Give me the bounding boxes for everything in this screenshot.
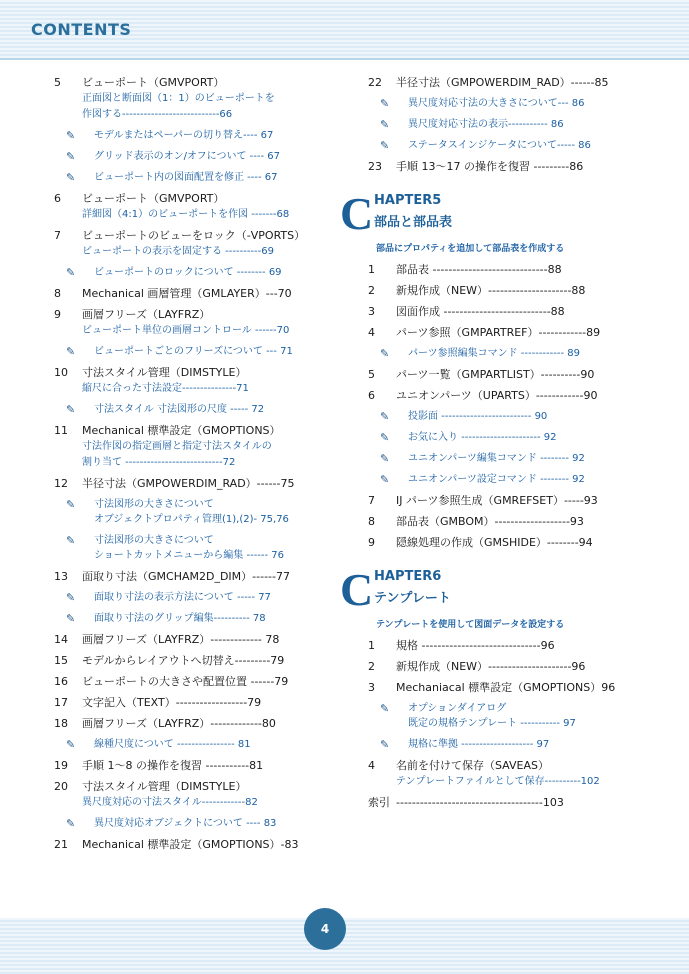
toc-entry-title: Mechanical 画層管理（GMLAYER）---70 bbox=[82, 287, 292, 300]
toc-tip-text: 異尺度対応オブジェクトについて ---- 83 bbox=[94, 818, 277, 829]
toc-tip bbox=[54, 737, 304, 752]
pencil-icon: ✎ bbox=[66, 150, 76, 163]
toc-entry-number: 1 bbox=[368, 263, 375, 276]
toc-entry-number: 22 bbox=[368, 76, 382, 89]
toc-entry-number: 16 bbox=[54, 675, 68, 688]
toc-entry-title: 寸法スタイル管理（DIMSTYLE） bbox=[82, 366, 247, 379]
toc-tip-text: ビューポートごとのフリーズについて --- 71 bbox=[94, 346, 293, 357]
pencil-icon: ✎ bbox=[66, 345, 76, 358]
toc-entry-subtitle: 割り当て ---------------------------72 bbox=[82, 457, 236, 468]
toc-entry-number: 20 bbox=[54, 780, 68, 793]
toc-entry-subtitle: ビューポート単位の画層コントロール ------70 bbox=[82, 325, 290, 336]
toc-entry-number: 13 bbox=[54, 570, 68, 583]
toc-entry bbox=[368, 325, 616, 341]
toc-entry-title: 部品表（GMBOM）-------------------93 bbox=[396, 515, 584, 528]
toc-tip-text: 投影面 ------------------------- 90 bbox=[408, 411, 548, 422]
toc-entry-number: 8 bbox=[54, 287, 61, 300]
pencil-icon: ✎ bbox=[380, 118, 390, 131]
toc-entry-title: 面取り寸法（GMCHAM2D_DIM）------77 bbox=[82, 570, 290, 583]
toc-entry-title: 新規作成（NEW）---------------------88 bbox=[396, 284, 586, 297]
toc-tip bbox=[368, 451, 616, 466]
toc-entry-subtitle: ビューポートの表示を固定する ----------69 bbox=[82, 246, 274, 257]
pencil-icon: ✎ bbox=[66, 403, 76, 416]
toc-entry-number: 5 bbox=[54, 76, 61, 89]
toc-entry-number: 索引 bbox=[368, 796, 390, 809]
toc-entry bbox=[54, 423, 304, 471]
pencil-icon: ✎ bbox=[66, 266, 76, 279]
toc-tip-text: ビューポート内の図面配置を修正 ---- 67 bbox=[94, 172, 278, 183]
toc-entry bbox=[368, 159, 616, 175]
toc-entry-title: 手順 1～8 の操作を復習 -----------81 bbox=[82, 759, 264, 772]
toc-entry-number: 23 bbox=[368, 160, 382, 173]
toc-entry bbox=[54, 674, 304, 690]
toc-entry bbox=[54, 569, 304, 585]
toc-entry bbox=[368, 283, 616, 299]
toc-entry-title: ビューポート（GMVPORT） bbox=[82, 76, 225, 89]
toc-entry bbox=[54, 716, 304, 732]
chapter6-heading bbox=[340, 564, 616, 615]
toc-tip-text: 異尺度対応寸法の大きさについて--- 86 bbox=[408, 98, 585, 109]
toc-entry-subtitle: 寸法作図の指定画層と指定寸法スタイルの bbox=[82, 441, 272, 452]
toc-entry-title: 文字記入（TEXT）------------------79 bbox=[82, 696, 262, 709]
toc-tip-text: 異尺度対応寸法の表示----------- 86 bbox=[408, 119, 564, 130]
toc-entry-number: 10 bbox=[54, 366, 68, 379]
pencil-icon: ✎ bbox=[380, 347, 390, 360]
toc-entry-title: 画層フリーズ（LAYFRZ） bbox=[82, 308, 211, 321]
toc-right-column bbox=[340, 75, 616, 816]
toc-entry-number: 7 bbox=[368, 494, 375, 507]
toc-entry bbox=[54, 228, 304, 260]
toc-entry-title: Mechaniacal 標準設定（GMOPTIONS）96 bbox=[396, 681, 616, 694]
toc-tip-text: 規格に準拠 -------------------- 97 bbox=[408, 739, 550, 750]
toc-entry-title: 図面作成 ---------------------------88 bbox=[396, 305, 565, 318]
toc-entry-title: ビューポートの大きさや配置位置 ------79 bbox=[82, 675, 289, 688]
toc-entry bbox=[368, 758, 616, 790]
toc-tip bbox=[54, 149, 304, 164]
toc-tip bbox=[54, 170, 304, 185]
toc-tip-text: 寸法図形の大きさについて ショートカットメニューから編集 ------ 76 bbox=[94, 535, 285, 561]
chapter5-title: 部品と部品表 bbox=[374, 215, 453, 230]
toc-entry-number: 21 bbox=[54, 838, 68, 851]
pencil-icon: ✎ bbox=[66, 534, 76, 547]
toc-tip-text: 寸法図形の大きさについて オブジェクトプロパティ管理(1),(2)- 75,76 bbox=[94, 499, 289, 525]
toc-entry bbox=[54, 476, 304, 492]
pencil-icon: ✎ bbox=[380, 139, 390, 152]
toc-entry bbox=[54, 779, 304, 811]
toc-tip-text: ユニオンパーツ編集コマンド -------- 92 bbox=[408, 453, 585, 464]
toc-tip bbox=[54, 611, 304, 626]
toc-tip bbox=[54, 816, 304, 831]
toc-tip-text: グリッド表示のオン/オフについて ---- 67 bbox=[94, 151, 280, 162]
toc-entry-title: パーツ一覧（GMPARTLIST）----------90 bbox=[396, 368, 595, 381]
toc-entry-title: 名前を付けて保存（SAVEAS） bbox=[396, 759, 549, 772]
pencil-icon: ✎ bbox=[66, 591, 76, 604]
toc-tip bbox=[368, 409, 616, 424]
toc-entry-title: ユニオンパーツ（UPARTS）------------90 bbox=[396, 389, 598, 402]
toc-entry-title: 隠線処理の作成（GMSHIDE）--------94 bbox=[396, 536, 593, 549]
toc-tip bbox=[54, 533, 304, 563]
toc-tip bbox=[54, 497, 304, 527]
toc-tip bbox=[368, 138, 616, 153]
toc-entry-number: 12 bbox=[54, 477, 68, 490]
toc-tip-text: オプションダイアログ 既定の規格テンプレート ----------- 97 bbox=[408, 703, 576, 729]
toc-entry-number: 1 bbox=[368, 639, 375, 652]
toc-entry bbox=[54, 307, 304, 339]
toc-entry-title: IJ パーツ参照生成（GMREFSET）-----93 bbox=[396, 494, 598, 507]
toc-tip bbox=[54, 402, 304, 417]
chapter5-desc: 部品にプロパティを追加して部品表を作成する bbox=[376, 244, 565, 254]
toc-entry-title: Mechanical 標準設定（GMOPTIONS）-83 bbox=[82, 838, 299, 851]
toc-tip bbox=[368, 430, 616, 445]
toc-tip-text: ユニオンパーツ設定コマンド -------- 92 bbox=[408, 474, 585, 485]
toc-tip bbox=[54, 128, 304, 143]
header-band bbox=[0, 0, 689, 60]
toc-tip bbox=[368, 472, 616, 487]
toc-entry-number: 6 bbox=[368, 389, 375, 402]
toc-entry-title: -------------------------------------103 bbox=[396, 796, 564, 809]
pencil-icon: ✎ bbox=[380, 97, 390, 110]
toc-entry-number: 4 bbox=[368, 326, 375, 339]
chapter6-label: HAPTER6 bbox=[374, 569, 442, 584]
toc-entry bbox=[368, 262, 616, 278]
toc-entry-title: パーツ参照（GMPARTREF）------------89 bbox=[396, 326, 601, 339]
toc-entry-number: 2 bbox=[368, 660, 375, 673]
toc-entry-title: ビューポートのビューをロック（-VPORTS） bbox=[82, 229, 306, 242]
toc-tip bbox=[54, 265, 304, 280]
toc-entry bbox=[54, 365, 304, 397]
toc-entry-subtitle: 縮尺に合った寸法設定---------------71 bbox=[82, 383, 249, 394]
toc-entry-number: 18 bbox=[54, 717, 68, 730]
toc-entry-number: 6 bbox=[54, 192, 61, 205]
pencil-icon: ✎ bbox=[380, 738, 390, 751]
pencil-icon: ✎ bbox=[380, 410, 390, 423]
toc-entry-subtitle: テンプレートファイルとして保存----------102 bbox=[396, 776, 600, 787]
toc-entry-subtitle: 異尺度対応の寸法スタイル------------82 bbox=[82, 797, 258, 808]
pencil-icon: ✎ bbox=[380, 431, 390, 444]
toc-tip-text: 面取り寸法のグリップ編集---------- 78 bbox=[94, 613, 266, 624]
toc-entry bbox=[54, 191, 304, 223]
toc-tip-text: ビューポートのロックについて -------- 69 bbox=[94, 267, 282, 278]
toc-entry bbox=[368, 659, 616, 675]
toc-entry-subtitle: 詳細図（4:1）のビューポートを作図 -------68 bbox=[82, 209, 290, 220]
toc-entry bbox=[54, 758, 304, 774]
pencil-icon: ✎ bbox=[66, 171, 76, 184]
toc-entry-title: 半径寸法（GMPOWERDIM_RAD）------75 bbox=[82, 477, 295, 490]
toc-tip-text: パーツ参照編集コマンド ------------ 89 bbox=[408, 348, 580, 359]
toc-entry-number: 7 bbox=[54, 229, 61, 242]
toc-entry-subtitle: 作図する---------------------------66 bbox=[82, 109, 233, 120]
toc-entry-title: Mechanical 標準設定（GMOPTIONS） bbox=[82, 424, 281, 437]
toc-entry bbox=[368, 367, 616, 383]
toc-entry bbox=[54, 632, 304, 648]
toc-entry-number: 5 bbox=[368, 368, 375, 381]
toc-entry-title: 手順 13～17 の操作を復習 ---------86 bbox=[396, 160, 584, 173]
page-number: 4 bbox=[304, 908, 346, 950]
toc-entry bbox=[54, 653, 304, 669]
toc-entry-number: 9 bbox=[368, 536, 375, 549]
toc-entry-number: 14 bbox=[54, 633, 68, 646]
pencil-icon: ✎ bbox=[380, 473, 390, 486]
toc-entry bbox=[54, 75, 304, 123]
toc-entry-title: モデルからレイアウトへ切替え---------79 bbox=[82, 654, 285, 667]
toc-tip-text: お気に入り ---------------------- 92 bbox=[408, 432, 557, 443]
chapter5-big-c: C bbox=[340, 188, 374, 239]
toc-entry bbox=[368, 493, 616, 509]
toc-entry-number: 15 bbox=[54, 654, 68, 667]
pencil-icon: ✎ bbox=[66, 612, 76, 625]
toc-entry-title: 画層フリーズ（LAYFRZ）------------- 78 bbox=[82, 633, 280, 646]
toc-entry-title: 規格 ------------------------------96 bbox=[396, 639, 555, 652]
toc-entry-number: 8 bbox=[368, 515, 375, 528]
toc-entry bbox=[368, 638, 616, 654]
toc-entry bbox=[368, 514, 616, 530]
toc-entry-number: 17 bbox=[54, 696, 68, 709]
toc-entry-subtitle: 正面図と断面図（1：1）のビューポートを bbox=[82, 93, 275, 104]
toc-tip bbox=[54, 590, 304, 605]
toc-tip bbox=[54, 344, 304, 359]
pencil-icon: ✎ bbox=[66, 817, 76, 830]
toc-entry bbox=[368, 388, 616, 404]
toc-tip bbox=[368, 701, 616, 731]
toc-entry bbox=[54, 695, 304, 711]
chapter5-heading bbox=[340, 188, 616, 239]
toc-tip bbox=[368, 346, 616, 361]
toc-tip-text: モデルまたはペーパーの切り替え---- 67 bbox=[94, 130, 274, 141]
pencil-icon: ✎ bbox=[66, 129, 76, 142]
toc-tip bbox=[368, 117, 616, 132]
toc-entry bbox=[54, 286, 304, 302]
toc-tip bbox=[368, 96, 616, 111]
pencil-icon: ✎ bbox=[66, 498, 76, 511]
toc-entry-number: 2 bbox=[368, 284, 375, 297]
pencil-icon: ✎ bbox=[66, 738, 76, 751]
toc-entry bbox=[368, 535, 616, 551]
toc-entry bbox=[368, 680, 616, 696]
toc-tip bbox=[368, 737, 616, 752]
toc-entry-title: 寸法スタイル管理（DIMSTYLE） bbox=[82, 780, 247, 793]
toc-entry bbox=[54, 837, 304, 853]
toc-entry-number: 3 bbox=[368, 681, 375, 694]
toc-entry bbox=[368, 304, 616, 320]
toc-left-column bbox=[54, 75, 304, 858]
chapter6-title: テンプレート bbox=[374, 591, 451, 606]
toc-entry-title: 部品表 -----------------------------88 bbox=[396, 263, 562, 276]
chapter6-big-c: C bbox=[340, 564, 374, 615]
toc-tip-text: 寸法スタイル 寸法図形の尺度 ----- 72 bbox=[94, 404, 265, 415]
pencil-icon: ✎ bbox=[380, 452, 390, 465]
chapter6-desc: テンプレートを使用して図面データを設定する bbox=[376, 620, 565, 630]
toc-entry-number: 3 bbox=[368, 305, 375, 318]
chapter5-label: HAPTER5 bbox=[374, 193, 442, 208]
toc-entry bbox=[368, 795, 616, 811]
toc-tip-text: 線種尺度について ---------------- 81 bbox=[94, 739, 251, 750]
toc-entry-number: 9 bbox=[54, 308, 61, 321]
toc-entry-number: 4 bbox=[368, 759, 375, 772]
toc-entry-title: 新規作成（NEW）---------------------96 bbox=[396, 660, 586, 673]
toc-tip-text: 面取り寸法の表示方法について ----- 77 bbox=[94, 592, 271, 603]
toc-entry-title: ビューポート（GMVPORT） bbox=[82, 192, 225, 205]
page-title: CONTENTS bbox=[31, 20, 132, 39]
toc-entry-title: 画層フリーズ（LAYFRZ）-------------80 bbox=[82, 717, 276, 730]
toc-entry-number: 11 bbox=[54, 424, 68, 437]
toc-tip-text: ステータスインジケータについて----- 86 bbox=[408, 140, 591, 151]
toc-entry-number: 19 bbox=[54, 759, 68, 772]
toc-entry bbox=[368, 75, 616, 91]
pencil-icon: ✎ bbox=[380, 702, 390, 715]
toc-entry-title: 半径寸法（GMPOWERDIM_RAD）------85 bbox=[396, 76, 609, 89]
